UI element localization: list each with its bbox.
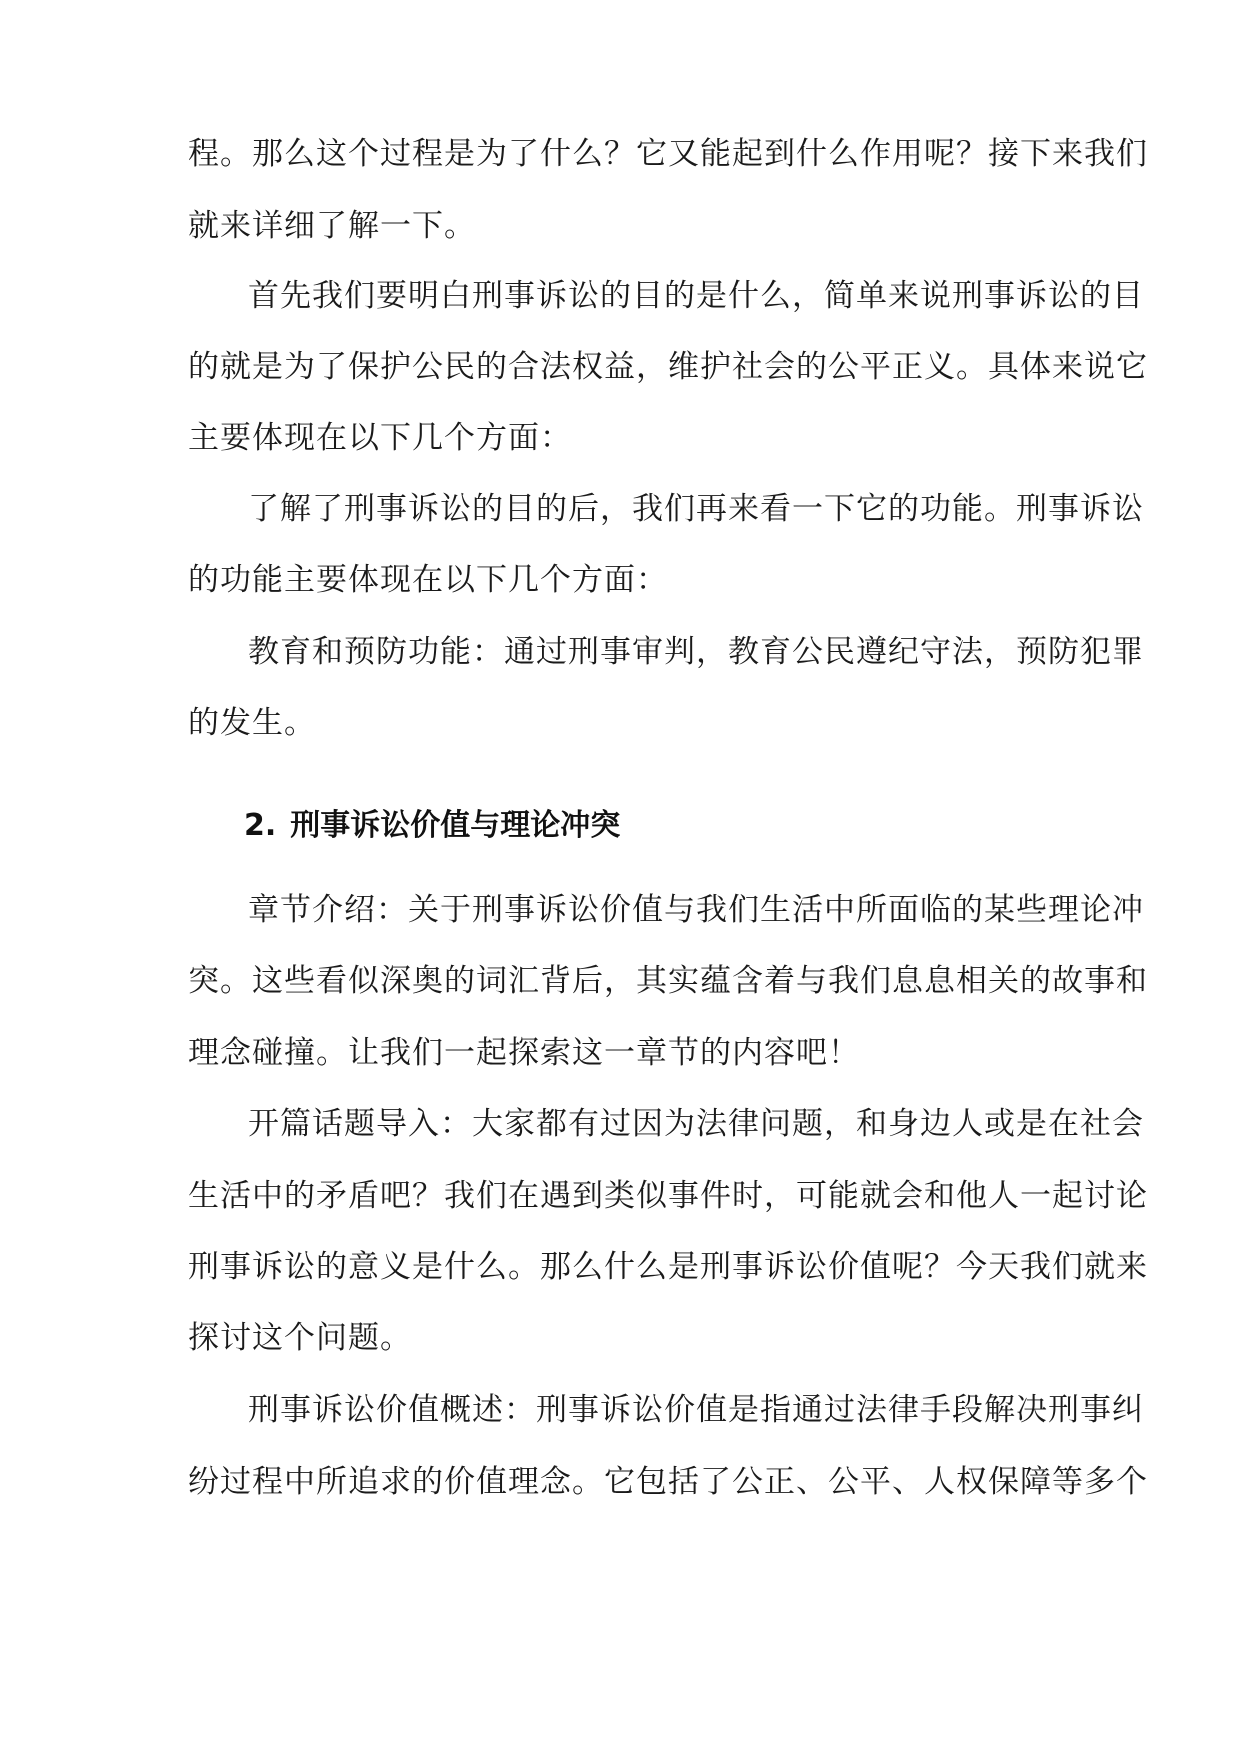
section-heading <box>244 796 1064 856</box>
paragraph-4-line-2: 的发生。 <box>188 705 316 741</box>
paragraph-2-line-1: 首先我们要明白刑事诉讼的目的是什么，简单来说刑事诉讼的目 <box>248 278 1144 314</box>
paragraph-1-line-2: 就来详细了解一下。 <box>188 208 476 244</box>
paragraph-3-line-1: 了解了刑事诉讼的目的后，我们再来看一下它的功能。刑事诉讼 <box>248 491 1144 527</box>
section-paragraph-1-line-1: 章节介绍：关于刑事诉讼价值与我们生活中所面临的某些理论冲 <box>248 892 1144 928</box>
section-paragraph-2-line-2: 生活中的矛盾吧？我们在遇到类似事件时，可能就会和他人一起讨论 <box>188 1178 1148 1214</box>
section-heading-title: 刑事诉讼价值与理论冲突 <box>290 808 621 843</box>
paragraph-1-line-1: 程。那么这个过程是为了什么？它又能起到什么作用呢？接下来我们 <box>188 136 1148 172</box>
paragraph-3-line-2: 的功能主要体现在以下几个方面： <box>188 562 668 598</box>
section-heading-number: 2. <box>244 808 277 843</box>
paragraph-2-line-2: 的就是为了保护公民的合法权益，维护社会的公平正义。具体来说它 <box>188 349 1148 385</box>
paragraph-2-line-3: 主要体现在以下几个方面： <box>188 420 572 456</box>
paragraph-4-line-1: 教育和预防功能：通过刑事审判，教育公民遵纪守法，预防犯罪 <box>248 634 1144 670</box>
section-paragraph-1-line-2: 突。这些看似深奥的词汇背后，其实蕴含着与我们息息相关的故事和 <box>188 963 1148 999</box>
section-paragraph-3-line-2: 纷过程中所追求的价值理念。它包括了公正、公平、人权保障等多个 <box>188 1464 1148 1500</box>
section-paragraph-1-line-3: 理念碰撞。让我们一起探索这一章节的内容吧！ <box>188 1035 860 1071</box>
section-paragraph-2-line-3: 刑事诉讼的意义是什么。那么什么是刑事诉讼价值呢？今天我们就来 <box>188 1249 1148 1285</box>
section-paragraph-3-line-1: 刑事诉讼价值概述：刑事诉讼价值是指通过法律手段解决刑事纠 <box>248 1392 1144 1428</box>
section-paragraph-2-line-4: 探讨这个问题。 <box>188 1320 412 1356</box>
section-paragraph-2-line-1: 开篇话题导入：大家都有过因为法律问题，和身边人或是在社会 <box>248 1106 1144 1142</box>
